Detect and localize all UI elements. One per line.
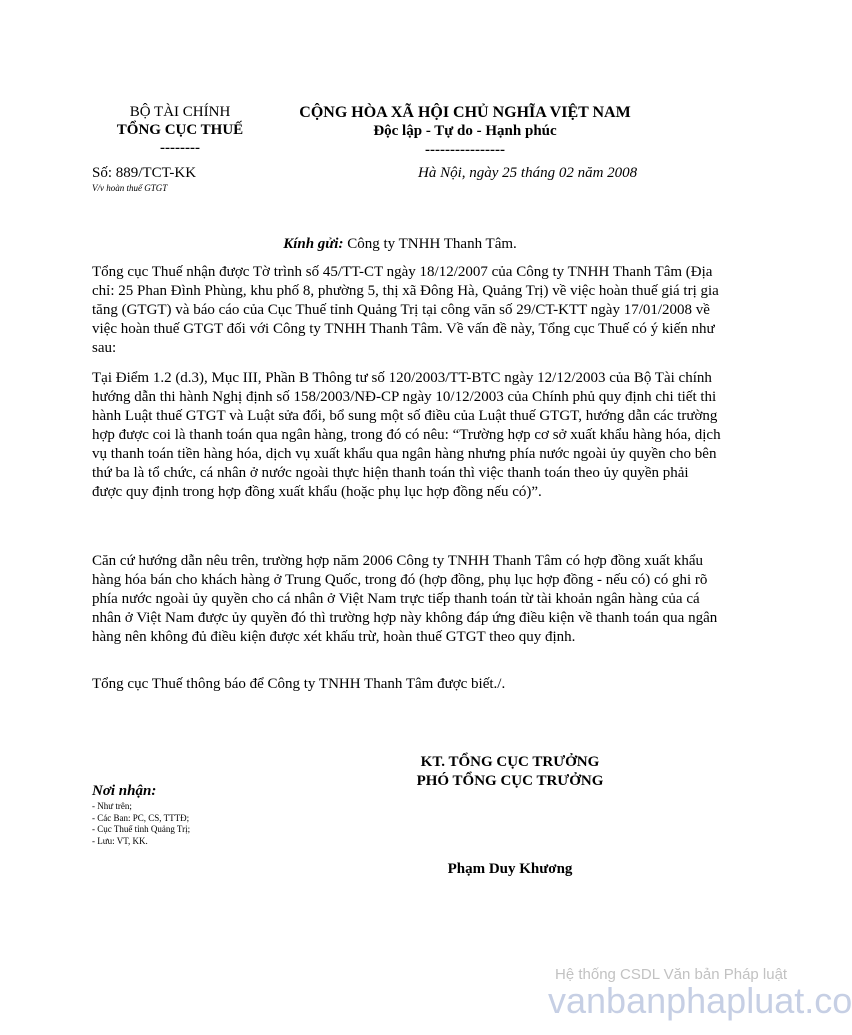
recipients-title: Nơi nhận: [92, 783, 157, 799]
recipient-item: - Cục Thuế tỉnh Quảng Trị; [92, 824, 191, 834]
motto-divider: ---------------- [425, 142, 505, 158]
motto: Độc lập - Tự do - Hạnh phúc [373, 123, 557, 139]
recipient-item: - Lưu: VT, KK. [92, 835, 148, 846]
issuing-authority [95, 103, 265, 157]
signature-line-2: PHÓ TỔNG CỤC TRƯỞNG [416, 773, 604, 789]
ministry-name: BỘ TÀI CHÍNH [129, 104, 231, 120]
signature-title [340, 753, 680, 791]
signature-line-1: KT. TỔNG CỤC TRƯỞNG [420, 754, 600, 770]
watermark-site: vanbanphapluat.co [548, 980, 852, 1021]
national-heading [275, 103, 655, 160]
recipient-line [0, 236, 800, 253]
body-paragraph-2: Tại Điểm 1.2 (d.3), Mục III, Phần B Thông tư số 120/2003/TT-BTC ngày 12/12/2003 của Bộ Tài chính hướng dẫn thi hành Nghị định số 158/2003/NĐ-CP ngày 10/12/2003 của Chính phủ quy định chi tiết thi hành Luật thuế GTGT và Luật sửa đổi, bổ sung một số điều của Luật thuế GTGT, hướng dẫn các trường hợp được coi là thanh toán qua ngân hàng, trong đó có nêu: “Trường hợp cơ sở xuất khẩu hàng hóa, dịch vụ thanh toán tiền hàng hóa, dịch vụ xuất khẩu qua ngân hàng nhưng phía nước ngoài ủy quyền cho bên thứ ba là tổ chức, cá nhân ở nước ngoài thực hiện thanh toán thì việc thanh toán theo ủy quyền phải được quy định trong hợp đồng xuất khẩu (hoặc phụ lục hợp đồng nếu có)”. [92, 370, 721, 500]
recipient-item: - Như trên; [92, 801, 132, 811]
document-subject: V/v hoàn thuế GTGT [92, 183, 168, 193]
ministry-divider: -------- [160, 140, 200, 156]
signer-name: Phạm Duy Khương [447, 861, 573, 877]
recipient-name: Công ty TNHH Thanh Tâm. [343, 236, 517, 252]
body-paragraph-1: Tổng cục Thuế nhận được Tờ trình số 45/TT-CT ngày 18/12/2007 của Công ty TNHH Thanh Tâm (Địa chỉ: 25 Phan Đình Phùng, khu phố 8, phường 5, thị xã Đông Hà, Quảng Trị) về việc hoàn thuế giá trị gia tăng (GTGT) và báo cáo của Cục Thuế tỉnh Quảng Trị tại công văn số 29/CT-KTT ngày 17/01/2008 về việc hoàn thuế GTGT đối với Công ty TNHH Thanh Tâm. Về vấn đề này, Tổng cục Thuế có ý kiến như sau: [92, 264, 719, 356]
place-date: Hà Nội, ngày 25 tháng 02 năm 2008 [418, 165, 638, 181]
document-number: Số: 889/TCT-KK [92, 165, 197, 181]
recipient-item: - Các Ban: PC, CS, TTTĐ; [92, 812, 190, 823]
republic-name: CỘNG HÒA XÃ HỘI CHỦ NGHĨA VIỆT NAM [299, 104, 631, 121]
body-paragraph-3: Căn cứ hướng dẫn nêu trên, trường hợp năm 2006 Công ty TNHH Thanh Tâm có hợp đồng xuất khẩu hàng hóa bán cho khách hàng ở Trung Quốc, trong đó (hợp đồng, phụ lục hợp đồng - nếu có) có ghi rõ phía nước ngoài ủy quyền cho cá nhân ở Việt Nam trực tiếp thanh toán từ tài khoản ngân hàng của cá nhân ở Việt Nam được ủy quyền đó thì trường hợp này không đáp ứng điều kiện về thanh toán qua ngân hàng nên không đủ điều kiện được xét khấu trừ, hoàn thuế GTGT theo quy định. [92, 553, 718, 645]
department-name: TỔNG CỤC THUẾ [116, 122, 244, 138]
recipient-label: Kính gửi: [283, 236, 344, 252]
recipients-list [92, 801, 190, 847]
body-paragraph-4: Tổng cục Thuế thông báo để Công ty TNHH Thanh Tâm được biết./. [92, 676, 506, 692]
watermark-caption: Hệ thống CSDL Văn bản Pháp luật [555, 966, 788, 983]
